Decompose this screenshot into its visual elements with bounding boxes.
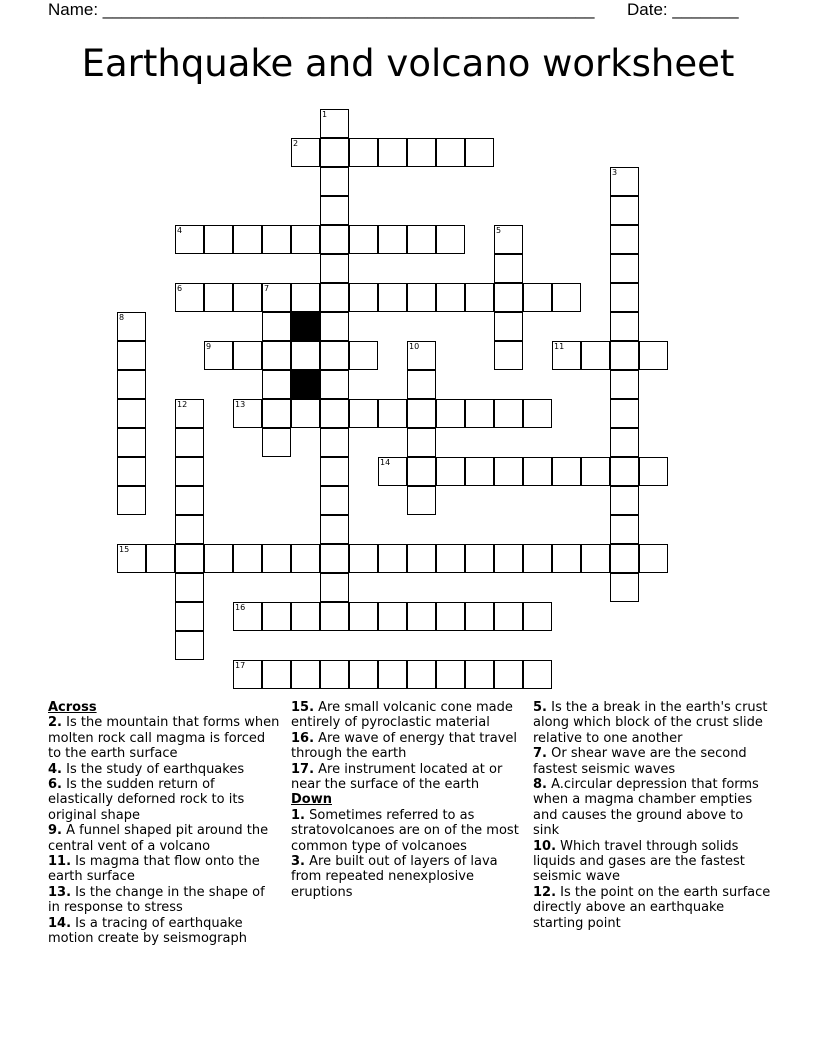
grid-cell[interactable] [436, 660, 465, 689]
grid-cell[interactable] [436, 457, 465, 486]
clue-number: 6 [177, 284, 183, 293]
grid-cell[interactable] [146, 544, 175, 573]
grid-cell[interactable] [320, 283, 349, 312]
grid-cell[interactable] [349, 138, 378, 167]
grid-cell[interactable] [552, 457, 581, 486]
grid-cell[interactable] [378, 660, 407, 689]
grid-cell[interactable] [494, 312, 523, 341]
grid-cell[interactable] [610, 167, 639, 196]
clue-text: Is the mountain that forms when molten rock call magma is forced to the earth surface [48, 715, 280, 762]
clue-number-label: 11. [48, 854, 72, 870]
grid-cell[interactable] [233, 283, 262, 312]
grid-cell[interactable] [465, 138, 494, 167]
grid-cell[interactable] [523, 399, 552, 428]
grid-cell[interactable] [436, 399, 465, 428]
grid-cell[interactable] [610, 486, 639, 515]
grid-cell[interactable] [291, 399, 320, 428]
grid-cell[interactable] [581, 457, 610, 486]
grid-cell[interactable] [465, 457, 494, 486]
grid-cell[interactable] [494, 254, 523, 283]
grid-cell[interactable] [233, 660, 262, 689]
grid-cell[interactable] [378, 544, 407, 573]
clue-item [48, 854, 280, 885]
clue-item [291, 808, 523, 854]
clue-number-label: 6. [48, 777, 62, 793]
grid-cell[interactable] [581, 544, 610, 573]
clue-column-3 [533, 700, 773, 931]
grid-cell[interactable] [204, 225, 233, 254]
grid-cell[interactable] [407, 486, 436, 515]
section-heading: Across [48, 700, 97, 715]
grid-cell[interactable] [494, 544, 523, 573]
grid-cell[interactable] [610, 225, 639, 254]
grid-cell[interactable] [639, 341, 668, 370]
clue-text: Are small volcanic cone made entirely of pyroclastic material [291, 700, 513, 731]
clue-text: Is magma that flow onto the earth surface [48, 854, 260, 885]
grid-cell[interactable] [610, 312, 639, 341]
grid-cell[interactable] [320, 312, 349, 341]
grid-cell[interactable] [291, 138, 320, 167]
clue-text: Are wave of energy that travel through the earth [291, 730, 518, 762]
grid-cell[interactable] [291, 544, 320, 573]
grid-cell[interactable] [291, 283, 320, 312]
clue-number-label: 12. [533, 884, 557, 900]
grid-cell[interactable] [262, 660, 291, 689]
grid-cell[interactable] [349, 399, 378, 428]
grid-cell[interactable] [320, 457, 349, 486]
grid-cell[interactable] [523, 660, 552, 689]
grid-cell[interactable] [523, 457, 552, 486]
grid-cell[interactable] [262, 312, 291, 341]
grid-cell[interactable] [117, 457, 146, 486]
grid-cell[interactable] [407, 138, 436, 167]
grid-cell[interactable] [494, 660, 523, 689]
clue-number-label: 17. [291, 761, 315, 777]
grid-cell[interactable] [291, 660, 320, 689]
clue-column-1 [48, 700, 280, 947]
grid-cell[interactable] [465, 660, 494, 689]
grid-cell[interactable] [436, 544, 465, 573]
grid-cell[interactable] [204, 341, 233, 370]
grid-cell[interactable] [320, 428, 349, 457]
grid-cell[interactable] [320, 196, 349, 225]
grid-cell[interactable] [639, 544, 668, 573]
grid-cell[interactable] [233, 602, 262, 631]
grid-cell[interactable] [349, 660, 378, 689]
clue-item [48, 885, 280, 916]
clue-text: Are instrument located at or near the surface of the earth [291, 761, 503, 793]
grid-cell[interactable] [494, 341, 523, 370]
grid-cell[interactable] [407, 370, 436, 399]
grid-cell[interactable] [465, 399, 494, 428]
grid-cell[interactable] [552, 341, 581, 370]
grid-cell[interactable] [378, 602, 407, 631]
grid-cell[interactable] [320, 602, 349, 631]
clue-number-label: 8. [533, 777, 547, 793]
grid-cell[interactable] [320, 167, 349, 196]
grid-cell[interactable] [320, 660, 349, 689]
grid-cell[interactable] [320, 341, 349, 370]
clue-text: Which travel through solids liquids and gases are the fastest seismic wave [533, 838, 745, 885]
grid-cell[interactable] [436, 283, 465, 312]
grid-cell[interactable] [552, 544, 581, 573]
clue-text: Is the a break in the earth's crust along which block of the crust slide relative to one another [533, 700, 768, 746]
grid-cell[interactable] [291, 225, 320, 254]
grid-cell[interactable] [117, 341, 146, 370]
grid-cell[interactable] [378, 399, 407, 428]
grid-cell[interactable] [610, 254, 639, 283]
clue-number: 17 [235, 661, 246, 670]
grid-cell[interactable] [117, 399, 146, 428]
grid-cell[interactable] [117, 428, 146, 457]
grid-cell[interactable] [610, 515, 639, 544]
grid-cell[interactable] [494, 602, 523, 631]
grid-cell[interactable] [407, 457, 436, 486]
clue-number-label: 14. [48, 915, 72, 931]
grid-cell[interactable] [117, 370, 146, 399]
clue-number: 2 [293, 139, 299, 148]
black-cell [291, 370, 320, 399]
clue-text: Is the point on the earth surface directly above an earthquake starting point [533, 884, 771, 931]
clue-text: Is the sudden return of elastically deforned rock to its original shape [48, 777, 245, 823]
clue-number: 10 [409, 342, 420, 351]
grid-cell[interactable] [175, 399, 204, 428]
grid-cell[interactable] [407, 225, 436, 254]
grid-cell[interactable] [320, 370, 349, 399]
date-field[interactable]: Date: _______ [627, 0, 739, 19]
grid-cell[interactable] [320, 109, 349, 138]
clue-number-label: 5. [533, 700, 547, 715]
clue-number-label: 9. [48, 823, 62, 839]
grid-cell[interactable] [262, 225, 291, 254]
grid-cell[interactable] [175, 573, 204, 602]
clue-text: A.circular depression that forms when a magma chamber empties and causes the ground above to sink [533, 777, 759, 839]
grid-cell[interactable] [175, 602, 204, 631]
clue-number-label: 7. [533, 746, 547, 762]
grid-cell[interactable] [407, 602, 436, 631]
grid-cell[interactable] [175, 486, 204, 515]
grid-cell[interactable] [581, 341, 610, 370]
grid-cell[interactable] [175, 225, 204, 254]
grid-cell[interactable] [320, 544, 349, 573]
clue-text: Or shear wave are the second fastest seismic waves [533, 746, 747, 777]
page-title: Earthquake and volcano worksheet [81, 42, 735, 85]
clue-number: 16 [235, 603, 246, 612]
grid-cell[interactable] [320, 138, 349, 167]
grid-cell[interactable] [465, 602, 494, 631]
grid-cell[interactable] [175, 544, 204, 573]
clue-text: Is a tracing of earthquake motion create by seismograph [48, 915, 247, 947]
clue-text: Is the study of earthquakes [61, 761, 245, 777]
grid-cell[interactable] [175, 283, 204, 312]
grid-cell[interactable] [291, 602, 320, 631]
grid-cell[interactable] [523, 602, 552, 631]
grid-cell[interactable] [233, 544, 262, 573]
grid-cell[interactable] [407, 341, 436, 370]
grid-cell[interactable] [320, 225, 349, 254]
grid-cell[interactable] [117, 486, 146, 515]
clue-text: A funnel shaped pit around the central vent of a volcano [48, 823, 269, 854]
grid-cell[interactable] [262, 399, 291, 428]
grid-cell[interactable] [262, 370, 291, 399]
clue-text: Are built out of layers of lava from repeated nenexplosive eruptions [291, 854, 498, 900]
clue-item [48, 823, 280, 854]
grid-cell[interactable] [494, 283, 523, 312]
clue-number: 7 [264, 284, 270, 293]
grid-cell[interactable] [465, 544, 494, 573]
grid-cell[interactable] [291, 341, 320, 370]
clue-number: 12 [177, 400, 188, 409]
name-field[interactable]: Name: ____________________________________________________ [48, 0, 595, 19]
grid-cell[interactable] [610, 341, 639, 370]
grid-cell[interactable] [436, 138, 465, 167]
grid-cell[interactable] [320, 254, 349, 283]
clue-number: 4 [177, 226, 183, 235]
grid-cell[interactable] [494, 399, 523, 428]
grid-cell[interactable] [349, 341, 378, 370]
grid-cell[interactable] [349, 544, 378, 573]
grid-cell[interactable] [436, 602, 465, 631]
clue-number-label: 10. [533, 838, 557, 854]
clue-number-label: 13. [48, 884, 72, 900]
section-heading: Down [291, 792, 332, 808]
grid-cell[interactable] [610, 370, 639, 399]
clue-item [533, 700, 773, 746]
grid-cell[interactable] [320, 399, 349, 428]
clue-item [533, 746, 773, 777]
grid-cell[interactable] [407, 544, 436, 573]
clue-number-label: 1. [291, 807, 305, 823]
clue-item [291, 762, 523, 793]
grid-cell[interactable] [262, 428, 291, 457]
grid-cell[interactable] [262, 283, 291, 312]
grid-cell[interactable] [378, 138, 407, 167]
grid-cell[interactable] [204, 544, 233, 573]
grid-cell[interactable] [436, 225, 465, 254]
clue-number: 8 [119, 313, 125, 322]
grid-cell[interactable] [175, 457, 204, 486]
clue-item [48, 916, 280, 947]
grid-cell[interactable] [610, 283, 639, 312]
clue-number: 3 [612, 168, 618, 177]
grid-cell[interactable] [262, 602, 291, 631]
grid-cell[interactable] [378, 225, 407, 254]
clue-number-label: 15. [291, 700, 315, 715]
clue-text: Is the change in the shape of in response to stress [48, 884, 265, 916]
grid-cell[interactable] [320, 486, 349, 515]
grid-cell[interactable] [610, 399, 639, 428]
grid-cell[interactable] [175, 428, 204, 457]
clue-column-2 [291, 700, 523, 900]
clue-number: 1 [322, 110, 328, 119]
clue-item [533, 777, 773, 839]
grid-cell[interactable] [407, 283, 436, 312]
grid-cell[interactable] [320, 515, 349, 544]
grid-cell[interactable] [494, 225, 523, 254]
grid-cell[interactable] [262, 544, 291, 573]
grid-cell[interactable] [465, 283, 494, 312]
grid-cell[interactable] [349, 225, 378, 254]
clue-number: 14 [380, 458, 391, 467]
grid-cell[interactable] [233, 341, 262, 370]
grid-cell[interactable] [117, 312, 146, 341]
grid-cell[interactable] [407, 399, 436, 428]
grid-cell[interactable] [494, 457, 523, 486]
grid-cell[interactable] [233, 399, 262, 428]
grid-cell[interactable] [262, 341, 291, 370]
grid-cell[interactable] [175, 515, 204, 544]
black-cell [291, 312, 320, 341]
grid-cell[interactable] [378, 457, 407, 486]
grid-cell[interactable] [349, 283, 378, 312]
grid-cell[interactable] [610, 457, 639, 486]
clue-number: 13 [235, 400, 246, 409]
clue-number: 11 [554, 342, 565, 351]
grid-cell[interactable] [610, 573, 639, 602]
grid-cell[interactable] [552, 283, 581, 312]
clue-number: 15 [119, 545, 130, 554]
clue-number: 5 [496, 226, 502, 235]
grid-cell[interactable] [378, 283, 407, 312]
clue-number-label: 2. [48, 715, 62, 731]
clue-item [48, 762, 280, 777]
clue-item [291, 731, 523, 762]
grid-cell[interactable] [639, 457, 668, 486]
grid-cell[interactable] [117, 544, 146, 573]
clue-item [533, 839, 773, 885]
clue-number: 9 [206, 342, 212, 351]
grid-cell[interactable] [610, 196, 639, 225]
grid-cell[interactable] [175, 631, 204, 660]
grid-cell[interactable] [610, 544, 639, 573]
clue-number-label: 16. [291, 730, 315, 746]
grid-cell[interactable] [349, 602, 378, 631]
grid-cell[interactable] [523, 283, 552, 312]
clue-item [48, 777, 280, 823]
clue-text: Sometimes referred to as stratovolcanoes are on of the most common type of volcanoes [291, 807, 519, 854]
clue-item [291, 700, 523, 731]
clue-item [533, 885, 773, 931]
grid-cell[interactable] [407, 660, 436, 689]
clue-item [291, 854, 523, 900]
grid-cell[interactable] [407, 428, 436, 457]
clue-number-label: 3. [291, 854, 305, 870]
grid-cell[interactable] [233, 225, 262, 254]
grid-cell[interactable] [320, 573, 349, 602]
clue-item [48, 715, 280, 761]
clue-number-label: 4. [48, 761, 62, 777]
grid-cell[interactable] [204, 283, 233, 312]
grid-cell[interactable] [523, 544, 552, 573]
grid-cell[interactable] [610, 428, 639, 457]
